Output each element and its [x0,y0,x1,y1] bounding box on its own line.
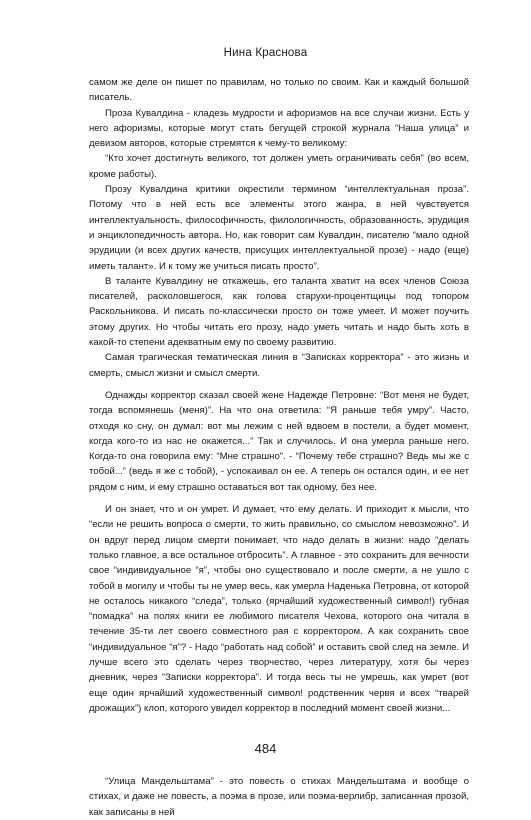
paragraph: Самая трагическая тематическая линия в “Записках корректора” - это жизнь и смерть, смысл жизни и смысл смерти. [89,352,469,379]
paragraph: И он знает, что и он умрет. И думает, что ему делать. И приходит к мысли, что “если не решить вопроса о смерти, то жить правильно, со смыслом невозможно”. И он вдруг перед лицом смерти понимает, что надо делать в жизни: надо “делать только главное, а все остальное отбросить”. А главное - это сохранить для вечности свое “индивидуальное “я”, чтобы оно существовало и после смерти, а не ушло с тобой в могилу и чтобы ты не умер весь, как умерла Наденька Петровна, от которой не осталось никакого “следа”, только (ярчайший художественный символ!) губная “помадка” на полях книги ее любимого писателя Чехова, которого она читала в течение 35-ти лет своего совместного рая с корректором. А как сохранить свое “индивидуальное “я”? - Надо “работать над собой” и оставить свой след на земле. И лучше всего это сделать через творчество, через литературу, хотя бы через дневник, через “Записки корректора”. И тогда весь ты не умрешь, как умрет (вот еще один ярчайший художественный символ! родственник червя и всех “тварей дрожащих”) клоп, которого увидел корректор в последний момент своей жизни... [89,504,469,714]
paragraph: Прозу Кувалдина критики окрестили термином “интеллектуальная проза”. Потому что в ней есть все элементы этого жанра, в ней чувствуется интеллектуальность, философичность, филологичность, образованность, эрудиция и энциклопедичность автора. Но, как говорит сам Кувалдин, писателю “мало одной эрудиции (и всех других качеств, присущих интеллектуальной прозе) - надо (еще) иметь талант». И к тому же учиться писать просто”. [89,184,469,272]
paragraph: В таланте Кувалдину не откажешь, его таланта хватит на всех членов Союза писателей, расколовшегося, как голова старухи-процентщицы под топором Раскольникова. И писать по-классически просто он тоже умеет. И может поучить этому других. Но чтобы читать его прозу, надо уметь читать и надо быть хоть в какой-то степени адекватным ему по своему развитию. [89,275,469,349]
quote-paragraph: “Кто хочет достигнуть великого, тот должен уметь ограничивать себя” (во всем, кроме работы). [89,153,469,180]
paragraph: самом же деле он пишет по правилам, но только по своим. Как и каждый большой писатель. [89,77,469,104]
paragraph: “Улица Мандельштама” - это повесть о стихах Мандельштама и вообще о стихах, и даже не повесть, а поэма в прозе, или поэма-верлибр, записанная прозой, как записаны в ней [89,776,469,818]
paragraph: Проза Кувалдина - кладезь мудрости и афоризмов на все случаи жизни. Есть у него афоризмы, которые могут стать бегущей строкой журнала “Наша улица” и девизом авторов, которые стремятся к чему-то великому: [89,107,469,150]
body-text [89,75,469,820]
page-number: 484 [254,741,277,756]
running-header: Нина Краснова [223,47,308,59]
paragraph: Однажды корректор сказал своей жене Надежде Петровне: “Вот меня не будет, тогда вспомянешь (меня)”. На что она ответила: “Я раньше тебя умру”. Часто, отходя ко сну, он думал: вот мы лежим с ней вдвоем в постели, а будет момент, когда кого-то из нас не окажется...” Так и случилось. И она умерла раньше него. Когда-то она говорила ему: “Мне страшно”. - “Почему тебе страшно? Ведь мы же с тобой...” (ведь я же с тобой), - успокаивал он ее. А теперь он остался один, и ее нет рядом с ним, и ему страшно оставаться вот так одному, без нее. [89,389,469,493]
